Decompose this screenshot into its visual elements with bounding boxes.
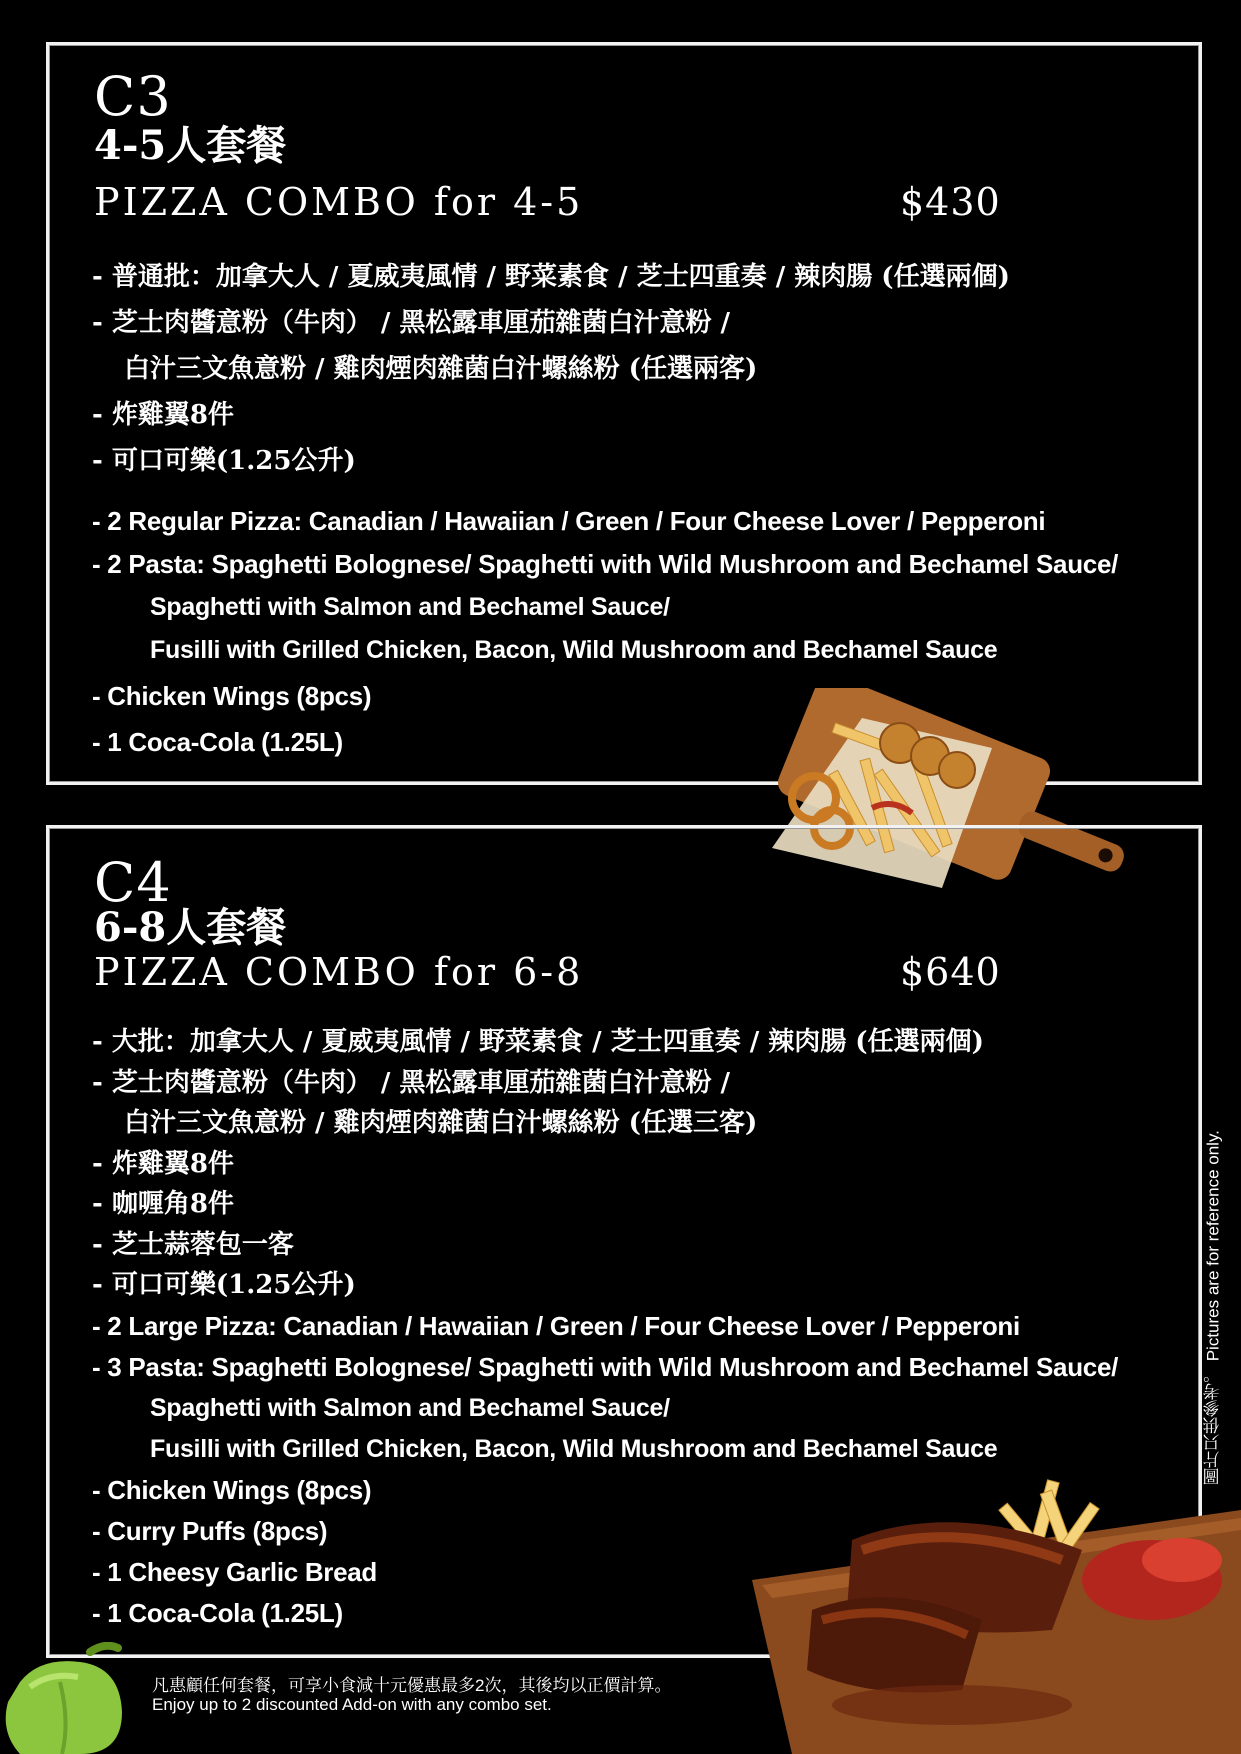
- combo-items-cn: [92, 1022, 984, 1306]
- combo-title-en: PIZZA COMBO for 6-8: [94, 950, 584, 994]
- list-item: - 炸雞翼8件: [92, 400, 234, 430]
- list-item: - Chicken Wings (8pcs): [92, 681, 372, 711]
- combo-title-en: PIZZA COMBO for 4-5: [94, 180, 584, 224]
- list-item: - 可口可樂(1.25公升): [92, 446, 356, 476]
- list-item: - 大批：加拿大人 / 夏威夷風情 / 野菜素食 / 芝士四重奏 / 辣肉腸 (任選兩個): [92, 1027, 984, 1057]
- list-item: - 炸雞翼8件: [92, 1148, 234, 1179]
- footnote-cn: 凡惠顧任何套餐，可享小食減十元優惠最多2次，其後均以正價計算。: [152, 1676, 672, 1695]
- bbq-ribs-illustration: [752, 1470, 1241, 1754]
- combo-code: C3: [94, 65, 172, 128]
- list-item: Spaghetti with Salmon and Bechamel Sauce/: [150, 593, 670, 621]
- list-item: Fusilli with Grilled Chicken, Bacon, Wild Mushroom and Bechamel Sauce: [150, 1435, 998, 1463]
- combo-title-cn: 6-8人套餐: [94, 904, 287, 951]
- combo-price: $640: [900, 950, 1001, 994]
- list-item: - 芝士肉醬意粉（牛肉） / 黑松露車厘茄雜菌白汁意粉 /: [92, 308, 730, 338]
- list-item: - 1 Coca-Cola (1.25L): [92, 727, 343, 757]
- combo-items-cn: [92, 254, 1010, 484]
- list-item: - 2 Large Pizza: Canadian / Hawaiian / Green / Four Cheese Lover / Pepperoni: [92, 1311, 1020, 1341]
- list-item: 白汁三文魚意粉 / 雞肉煙肉雜菌白汁螺絲粉 (任選三客): [124, 1108, 758, 1138]
- reference-disclaimer: 圖片只供參考。 Pictures are for reference only.: [1203, 1130, 1223, 1486]
- list-item: - 2 Regular Pizza: Canadian / Hawaiian / Green / Four Cheese Lover / Pepperoni: [92, 506, 1046, 536]
- list-item: Spaghetti with Salmon and Bechamel Sauce/: [150, 1394, 670, 1422]
- combo-code: C4: [94, 851, 172, 914]
- footnote-en: Enjoy up to 2 discounted Add-on with any combo set.: [152, 1695, 552, 1714]
- list-item: - 普通批：加拿大人 / 夏威夷風情 / 野菜素食 / 芝士四重奏 / 辣肉腸 (任選兩個): [92, 262, 1010, 292]
- list-item: Fusilli with Grilled Chicken, Bacon, Wild Mushroom and Bechamel Sauce: [150, 636, 998, 664]
- list-item: - 1 Cheesy Garlic Bread: [92, 1557, 378, 1587]
- list-item: - 3 Pasta: Spaghetti Bolognese/ Spaghetti with Wild Mushroom and Bechamel Sauce/: [92, 1352, 1119, 1382]
- list-item: 白汁三文魚意粉 / 雞肉煙肉雜菌白汁螺絲粉 (任選兩客): [124, 354, 758, 384]
- list-item: - 可口可樂(1.25公升): [92, 1270, 356, 1300]
- combo-price: $430: [900, 180, 1001, 224]
- list-item: - Curry Puffs (8pcs): [92, 1516, 328, 1546]
- list-item: - 芝士肉醬意粉（牛肉） / 黑松露車厘茄雜菌白汁意粉 /: [92, 1067, 730, 1098]
- list-item: - 咖喱角8件: [92, 1189, 234, 1219]
- list-item: - 2 Pasta: Spaghetti Bolognese/ Spaghetti with Wild Mushroom and Bechamel Sauce/: [92, 549, 1119, 579]
- combo-title-cn: 4-5人套餐: [94, 122, 287, 169]
- list-item: - 芝士蒜蓉包一客: [92, 1229, 294, 1260]
- green-pepper-illustration: [0, 1642, 130, 1754]
- footnote: [152, 1676, 671, 1714]
- list-item: - 1 Coca-Cola (1.25L): [92, 1598, 343, 1628]
- list-item: - Chicken Wings (8pcs): [92, 1475, 372, 1505]
